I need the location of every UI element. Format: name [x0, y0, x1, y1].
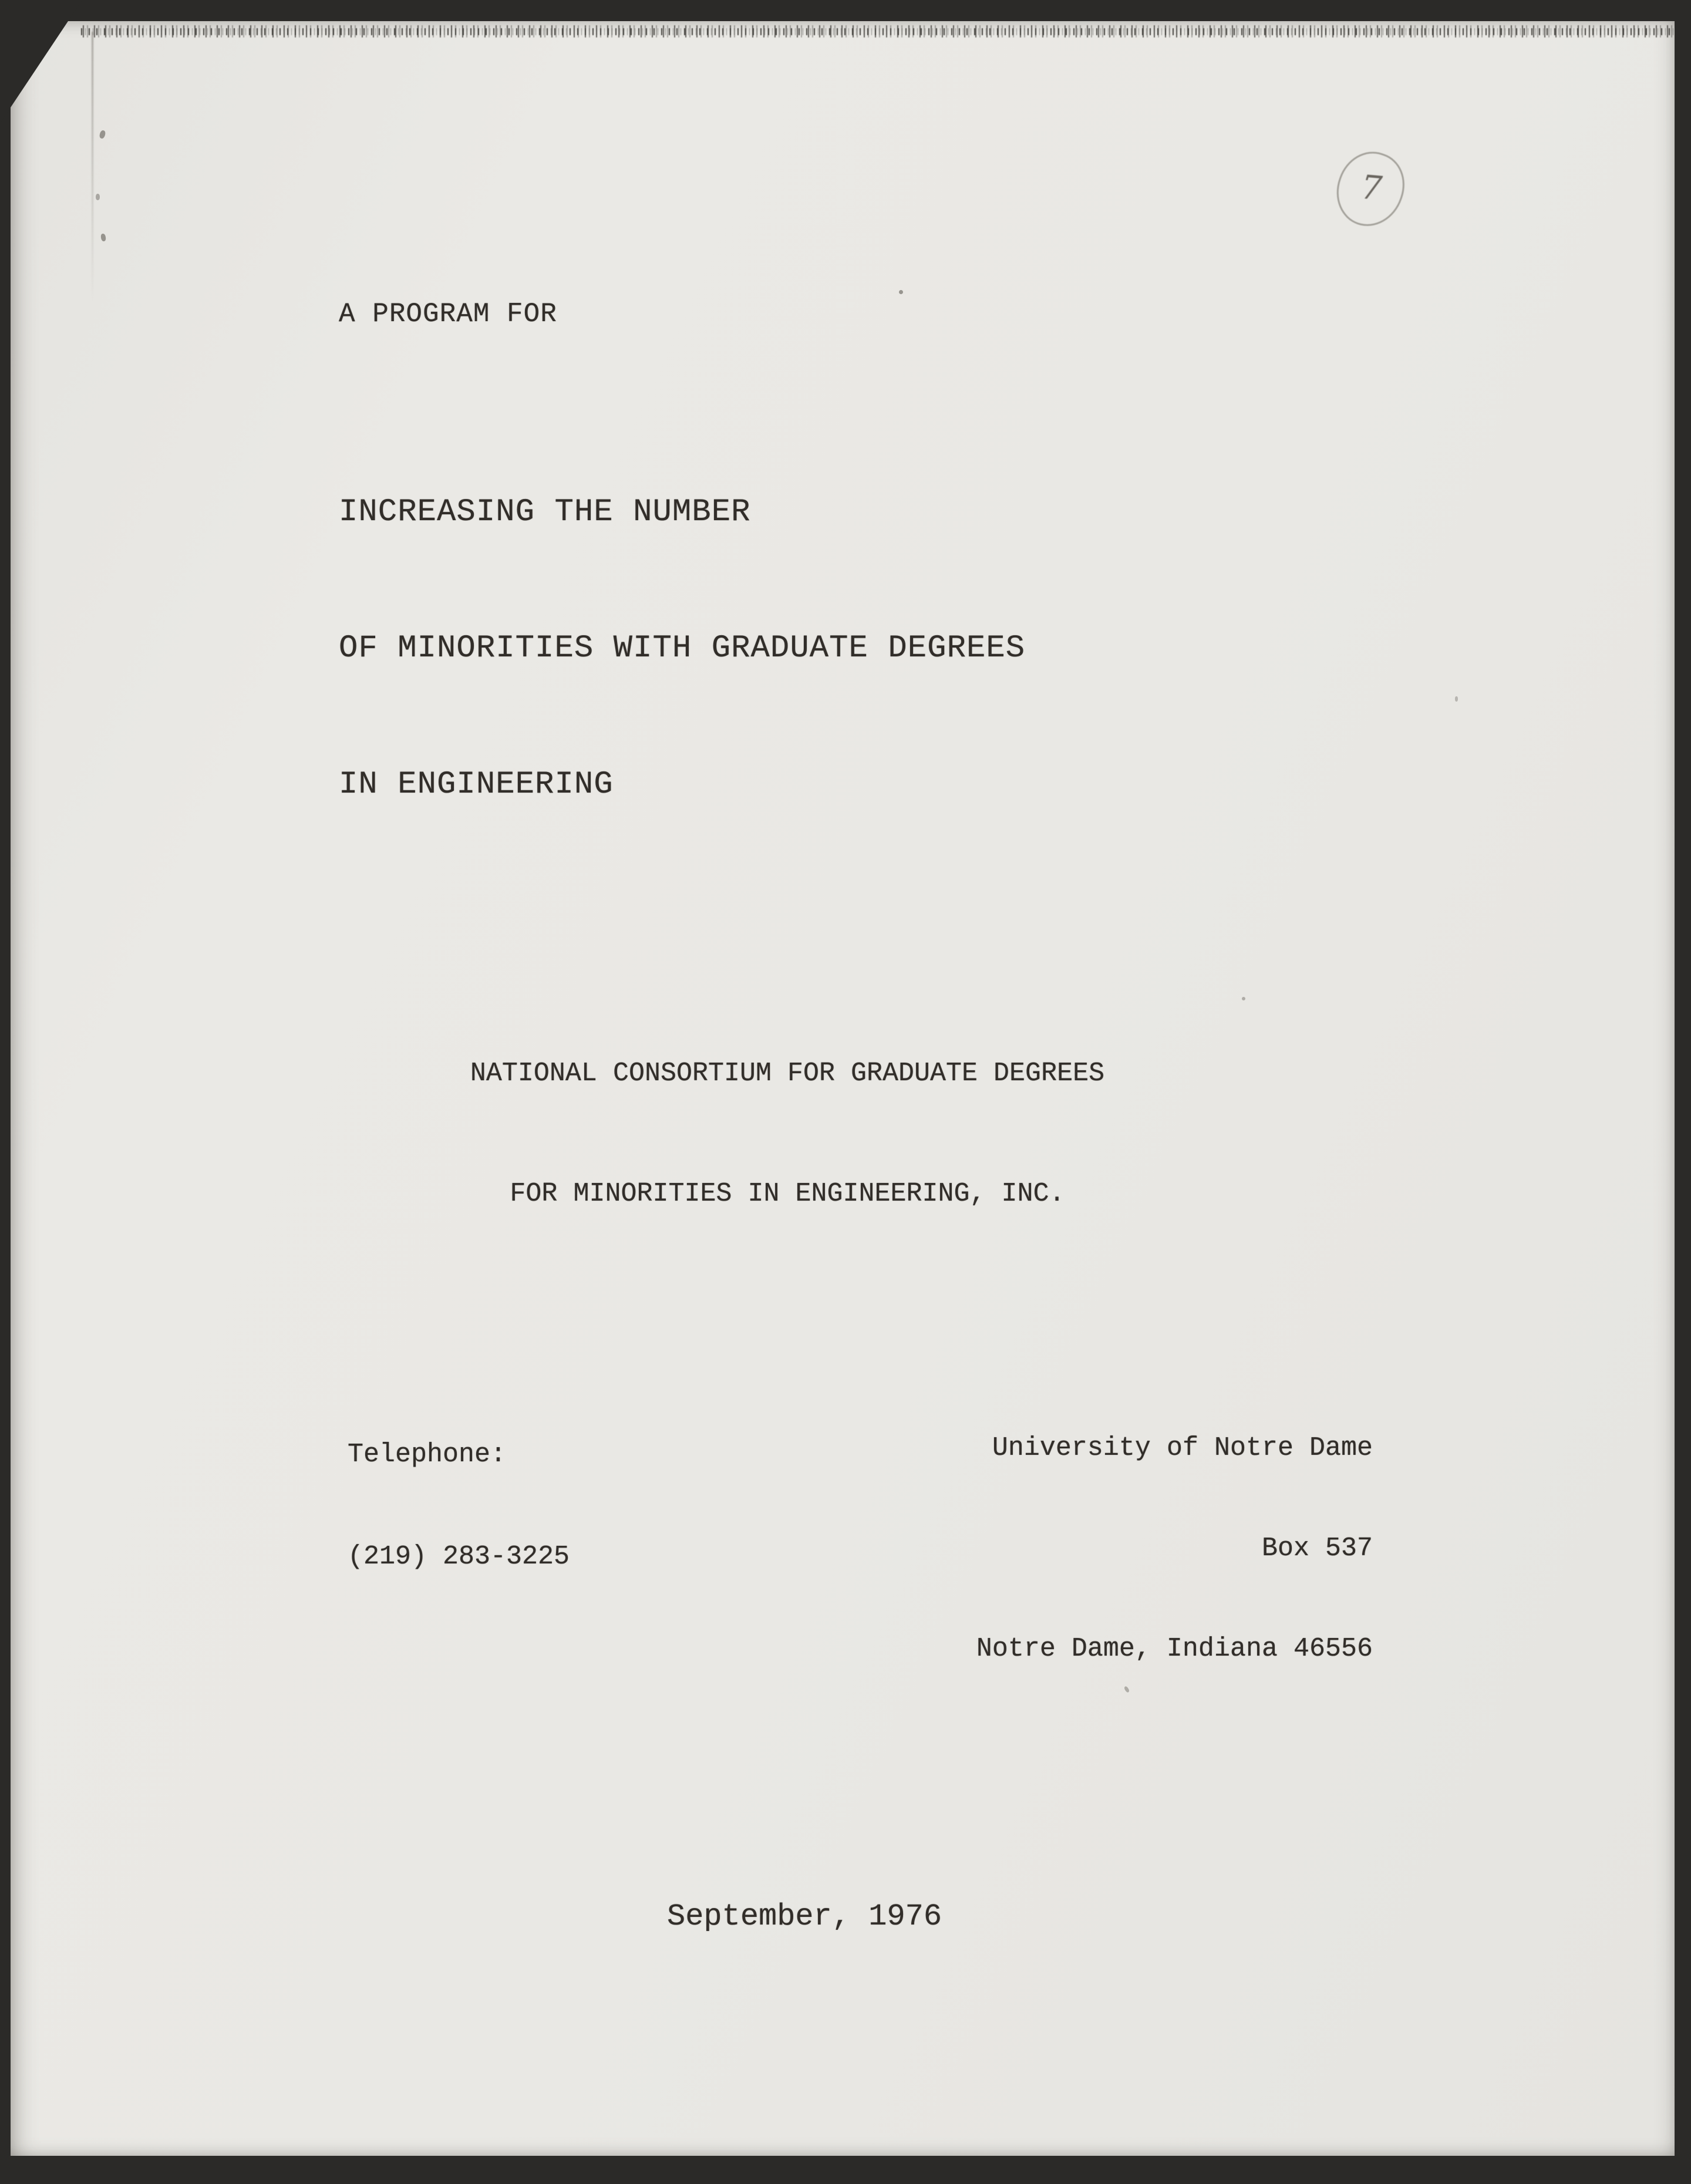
title-line-2: OF MINORITIES WITH GRADUATE DEGREES: [339, 631, 1026, 666]
handwritten-page-number: 7: [1359, 168, 1384, 208]
title-line-1: INCREASING THE NUMBER: [339, 494, 751, 530]
address-line-1: University of Notre Dame: [992, 1433, 1373, 1463]
kicker-text: A PROGRAM FOR: [339, 299, 557, 329]
torn-top-edge: [81, 22, 1675, 38]
organization-line-1: NATIONAL CONSORTIUM FOR GRADUATE DEGREES: [470, 1059, 1105, 1088]
address-line-2: Box 537: [1261, 1533, 1373, 1563]
telephone-label: Telephone:: [348, 1440, 507, 1470]
paper-crease: [92, 32, 93, 302]
paper-speck: [1242, 997, 1245, 1000]
organization-name: [350, 1000, 1225, 1301]
paper-speck: [99, 130, 106, 139]
report-title: [339, 425, 1025, 905]
address-line-3: Notre Dame, Indiana 46556: [976, 1634, 1373, 1664]
paper-speck: [899, 290, 903, 294]
handwritten-page-number-circle: [1327, 143, 1414, 235]
telephone-number: (219) 283-3225: [348, 1542, 570, 1572]
document-page: [11, 21, 1675, 2156]
organization-line-2: FOR MINORITIES IN ENGINEERING, INC.: [510, 1179, 1065, 1209]
title-line-3: IN ENGINEERING: [339, 767, 614, 803]
paper-speck: [1455, 696, 1458, 702]
telephone-block: [348, 1370, 570, 1642]
address-block: [891, 1364, 1373, 1733]
publication-date: September, 1976: [667, 1899, 942, 1934]
paper-speck: [96, 194, 100, 200]
paper-speck: [100, 233, 106, 241]
